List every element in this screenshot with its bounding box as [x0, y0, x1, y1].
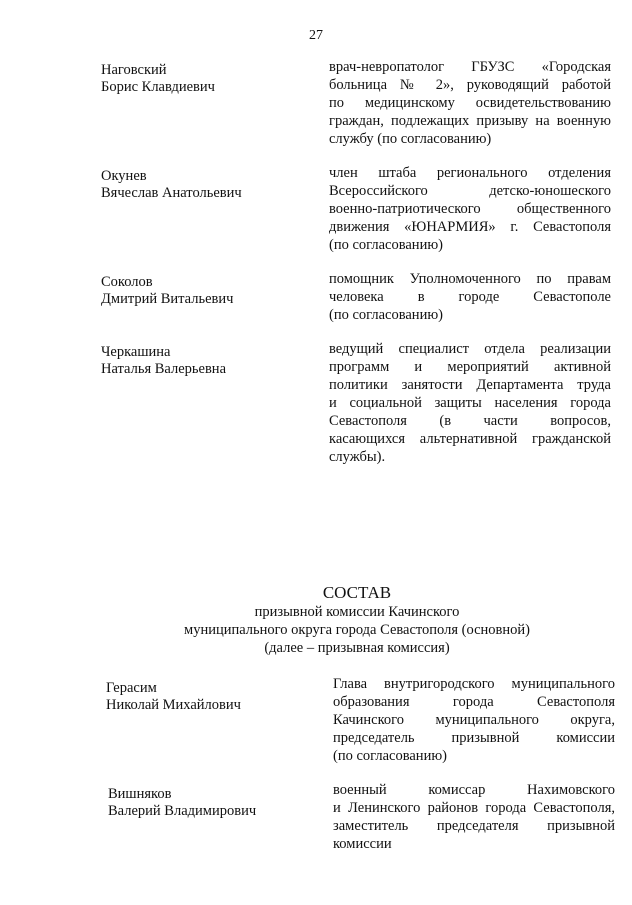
- section-title: СОСТАВ: [322, 583, 392, 602]
- position-line: Качинского муниципального округа,: [333, 712, 615, 728]
- position-line: Глава внутригородского муниципального: [333, 676, 615, 692]
- position-line: военно-патриотического общественного: [329, 201, 611, 217]
- member-name: [106, 680, 241, 714]
- position-line: (по согласованию): [329, 237, 443, 253]
- member-surname: Черкашина: [101, 344, 171, 360]
- position-line: службы).: [329, 449, 386, 465]
- position-line: службу (по согласованию): [329, 131, 492, 147]
- position-line: (по согласованию): [333, 748, 447, 764]
- member-name: [101, 344, 226, 378]
- position-line: образования города Севастополя: [333, 694, 615, 710]
- member-surname: Наговский: [101, 62, 167, 78]
- member-position: [329, 270, 611, 324]
- section-subtitle-line: призывной комиссии Качинского: [254, 604, 460, 620]
- position-line: ведущий специалист отдела реализации: [329, 341, 611, 357]
- position-line: Всероссийского детско-юношеского: [329, 183, 611, 199]
- member-surname: Вишняков: [108, 786, 172, 802]
- member-name: [101, 62, 215, 96]
- position-line: человека в городе Севастополе: [329, 289, 611, 305]
- member-surname: Герасим: [106, 680, 157, 696]
- position-line: по медицинскому освидетельствованию: [329, 95, 611, 111]
- member-position: [333, 781, 615, 853]
- member-given-name: Вячеслав Анатольевич: [101, 185, 242, 201]
- member-given-name: Борис Клавдиевич: [101, 79, 215, 95]
- position-line: заместитель председателя призывной: [333, 818, 615, 834]
- member-position: [333, 675, 615, 765]
- member-given-name: Дмитрий Витальевич: [101, 291, 234, 307]
- position-line: и социальной защиты населения города: [329, 395, 611, 411]
- position-line: комиссии: [333, 836, 392, 852]
- member-name: [101, 168, 242, 202]
- position-line: больница № 2», руководящий работой: [329, 77, 611, 93]
- position-line: (по согласованию): [329, 307, 443, 323]
- member-surname: Соколов: [101, 274, 153, 290]
- member-position: [329, 164, 611, 254]
- member-given-name: Наталья Валерьевна: [101, 361, 226, 377]
- position-line: движения «ЮНАРМИЯ» г. Севастополя: [329, 219, 611, 235]
- position-line: врач-невропатолог ГБУЗС «Городская: [329, 59, 611, 75]
- page-number: 27: [309, 28, 323, 43]
- member-given-name: Валерий Владимирович: [108, 803, 257, 819]
- section-heading: [0, 583, 632, 657]
- position-line: граждан, подлежащих призыву на военную: [329, 113, 611, 129]
- position-line: программ и мероприятий активной: [329, 359, 611, 375]
- position-line: член штаба регионального отделения: [329, 165, 611, 181]
- member-position: [329, 58, 611, 148]
- position-line: политики занятости Департамента труда: [329, 377, 611, 393]
- position-line: помощник Уполномоченного по правам: [329, 271, 611, 287]
- member-given-name: Николай Михайлович: [106, 697, 241, 713]
- position-line: Севастополя (в части вопросов,: [329, 413, 611, 429]
- position-line: и Ленинского районов города Севастополя,: [333, 800, 615, 816]
- member-position: [329, 340, 611, 466]
- position-line: военный комиссар Нахимовского: [333, 782, 615, 798]
- section-subtitle-line: (далее – призывная комиссия): [264, 640, 450, 656]
- position-line: председатель призывной комиссии: [333, 730, 615, 746]
- member-surname: Окунев: [101, 168, 147, 184]
- section-subtitle-line: муниципального округа города Севастополя (основной): [184, 622, 530, 638]
- member-name: [101, 274, 233, 308]
- position-line: касающихся альтернативной гражданской: [329, 431, 611, 447]
- member-name: [108, 786, 256, 820]
